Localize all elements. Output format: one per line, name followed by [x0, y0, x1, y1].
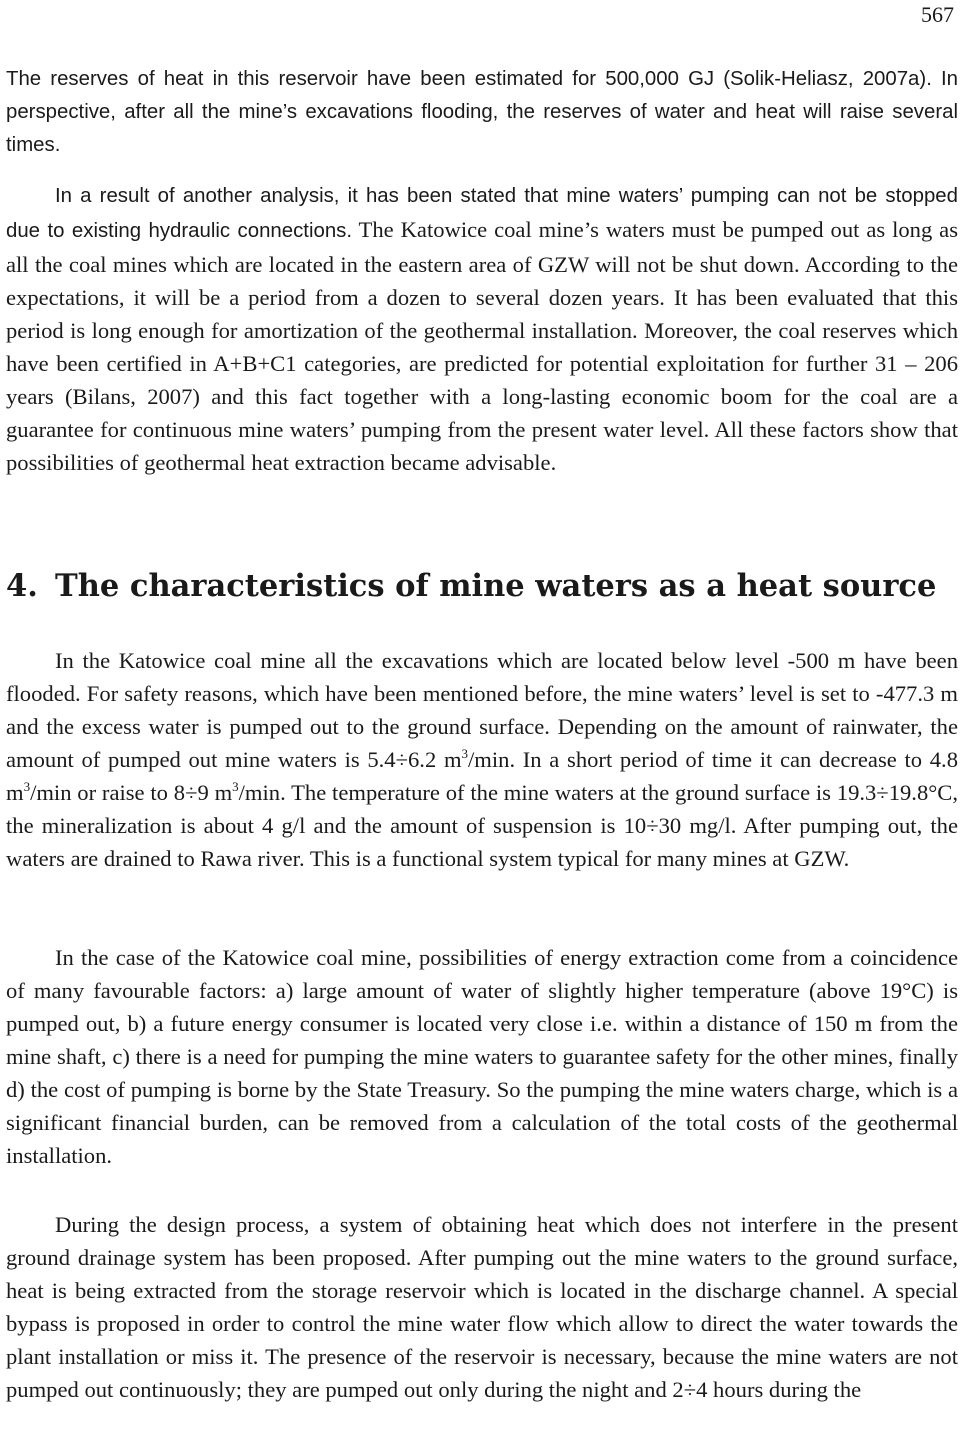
paragraph-pumping-analysis-serif: The Katowice coal mine’s waters must be pumped out as long as all the coal mines which are located in the eastern area of GZW will not be shut down. According to the expectations, it will be a period from a dozen to several dozen years. It has been evaluated that this period is long enough for amortization of the geothermal installation. Moreover, the coal reserves which have been certified in A+B+C1 categories, are predicted for potential exploitation for further 31 – 206 years (Bilans, 2007) and this fact together with a long-lasting economic boom for the coal are a guarantee for continuous mine waters’ pumping from the present water level. All these factors show that possibilities of geothermal heat extraction became advisable. [6, 217, 958, 475]
paragraph-design-process: During the design process, a system of obtaining heat which does not interfere in the present ground drainage system has been proposed. After pumping out the mine waters to the ground surface, heat is being extracted from the storage reservoir which is located in the discharge channel. A special bypass is proposed in order to control the mine water flow which allow to direct the water towards the plant installation or miss it. The presence of the reservoir is necessary, because the mine waters are not pumped out continuously; they are pumped out only during the night and 2÷4 hours during the [6, 1212, 958, 1402]
paragraph-katowice-flooding [6, 644, 958, 875]
paragraph-pumping-analysis [6, 178, 958, 479]
page-number: 567 [921, 2, 954, 27]
paragraph-katowice-flooding-part-3: /min or raise to 8÷9 m [30, 780, 233, 805]
paragraph-katowice-flooding-part-1: In the Katowice coal mine all the excavations which are located below level -500 m have been flooded. For safety reasons, which have been mentioned before, the mine waters’ level is set to -477.3 m and the excess water is pumped out to the ground surface. Depending on the amount of rainwater, the amount of pumped out mine waters is 5.4÷6.2 m [6, 648, 958, 772]
paragraph-katowice-flooding-part-4: /min. The temperature of the mine waters at the ground surface is 19.3÷19.8°C, the mineralization is about 4 g/l and the amount of suspension is 10÷30 mg/l. After pumping out, the waters are drained to Rawa river. This is a functional system typical for many mines at GZW. [6, 780, 959, 871]
section-number: 4. [6, 568, 38, 604]
superscript-cubed: 3 [23, 779, 31, 794]
paragraph-favourable-factors: In the case of the Katowice coal mine, possibilities of energy extraction come from a coincidence of many favourable factors: a) large amount of water of slightly higher temperature (above 19°C) is pumped out, b) a future energy consumer is located very close i.e. within a distance of 150 m from the mine shaft, c) there is a need for pumping the mine waters to guarantee safety for the other mines, finally d) the cost of pumping is borne by the State Treasury. So the pumping the mine waters charge, which is a significant financial burden, can be removed from a calculation of the total costs of the geothermal installation. [6, 945, 958, 1168]
section-title: The characteristics of mine waters as a heat source [55, 568, 937, 604]
superscript-cubed: 3 [461, 746, 469, 761]
paragraph-pumping-analysis-sans: In a result of another analysis, it has been stated that mine waters’ pumping can not be stopped due to existing hydraulic connections. [6, 185, 958, 242]
paragraph-katowice-flooding-part-2: /min. In a short period of time it can decrease to 4.8 m [6, 747, 958, 805]
superscript-cubed: 3 [232, 779, 239, 794]
section-heading [6, 566, 958, 606]
paragraph-reserves: The reserves of heat in this reservoir have been estimated for 500,000 GJ (Solik-Heliasz, 2007a). In perspective, after all the mine’s excavations flooding, the reserves of water and heat will raise several times. [6, 68, 958, 156]
